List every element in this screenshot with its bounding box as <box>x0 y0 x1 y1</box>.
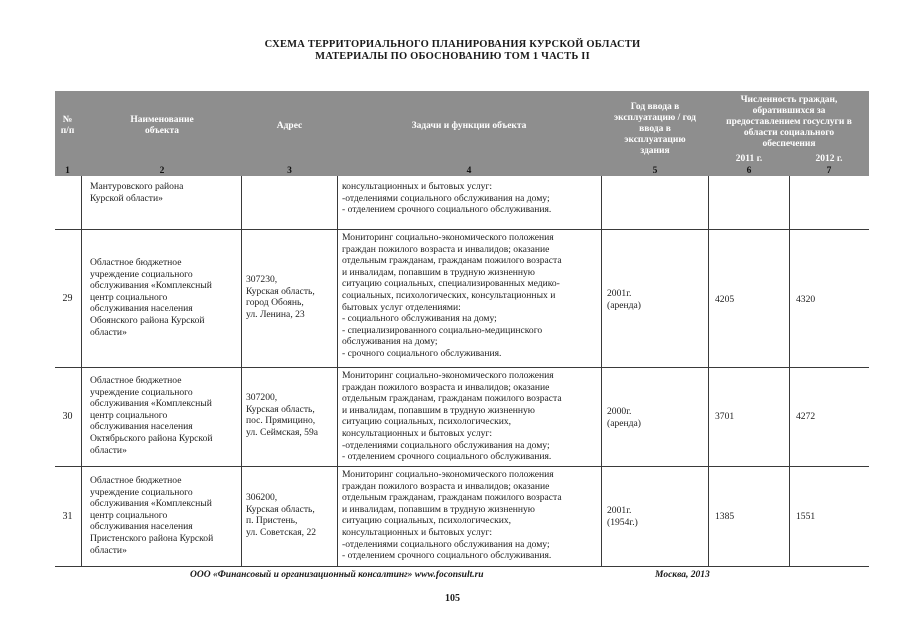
grid-line <box>55 229 869 230</box>
row-31-2012: 1551 <box>796 511 816 522</box>
grid-line <box>601 176 602 567</box>
row-30-tasks: Мониторинг социально-экономического положения граждан пожилого возраста и инвалидов; оказание отдельным гражданам, гражданам пожилого возраста и инвалидам, попавшим в трудную жизненную ситуацию социальных, психологических, консультационных и бытовых услуг: -отделениями социального обслуживания на дому; - отделением срочного социального обслуживания. <box>342 370 562 463</box>
header-2012: 2012 г. <box>815 153 843 164</box>
row-29-2011: 4205 <box>715 294 735 305</box>
header-num: № п/п <box>60 115 75 136</box>
row-31-num: 31 <box>62 511 73 522</box>
grid-line <box>708 176 709 567</box>
header-count: Численность граждан, обратившихся за предоставлением госуслуги в области социального обеспечения <box>726 94 852 149</box>
footer-company: ООО «Финансовый и организационный консалтинг» www.foconsult.ru <box>190 570 484 580</box>
col-number-3: 3 <box>287 166 292 176</box>
document-title <box>0 39 905 63</box>
row-continuation-name: Мантуровского района Курской области» <box>90 181 184 204</box>
col-number-7: 7 <box>826 166 832 176</box>
grid-line <box>241 176 242 567</box>
grid-line <box>789 176 790 567</box>
row-29-2012: 4320 <box>796 294 816 305</box>
row-29-num: 29 <box>62 293 73 304</box>
row-31-name: Областное бюджетное учреждение социального обслуживания «Комплексный центр социального обслуживания населения Пристенского района Курской области» <box>90 475 214 556</box>
header-tasks: Задачи и функции объекта <box>411 120 527 131</box>
col-number-5: 5 <box>652 166 658 176</box>
page-number: 105 <box>445 593 460 604</box>
grid-line <box>55 367 869 368</box>
row-30-num: 30 <box>62 411 73 422</box>
header-name: Наименование объекта <box>130 115 194 136</box>
header-year: Год ввода в эксплуатацию / год ввода в эксплуатацию здания <box>614 101 696 156</box>
row-31-year: 2001г. (1954г.) <box>607 505 638 528</box>
footer-city-year: Москва, 2013 <box>655 570 710 580</box>
col-number-1: 1 <box>65 166 70 176</box>
header-2011: 2011 г. <box>735 153 763 164</box>
document-title-line1: СХЕМА ТЕРРИТОРИАЛЬНОГО ПЛАНИРОВАНИЯ КУРСКОЙ ОБЛАСТИ <box>264 39 641 50</box>
row-30-2012: 4272 <box>796 411 816 422</box>
col-number-2: 2 <box>159 166 165 176</box>
document-title-line2: МАТЕРИАЛЫ ПО ОБОСНОВАНИЮ ТОМ 1 ЧАСТЬ II <box>315 51 590 62</box>
row-31-tasks: Мониторинг социально-экономического положения граждан пожилого возраста и инвалидов; оказание отдельным гражданам, гражданам пожилого возраста и инвалидам, попавшим в трудную жизненную ситуацию социальных, психологических, консультационных и бытовых услуг: -отделениями социального обслуживания на дому; - отделением срочного социального обслуживания. <box>342 469 562 562</box>
row-30-name: Областное бюджетное учреждение социального обслуживания «Комплексный центр социального обслуживания населения Октябрьского района Курской области» <box>90 375 213 456</box>
row-30-address: 307200, Курская область, пос. Прямицино, ул. Сеймская, 59а <box>246 392 319 438</box>
row-30-2011: 3701 <box>715 411 735 422</box>
grid-line <box>55 466 869 467</box>
row-30-year: 2000г. (аренда) <box>607 406 641 429</box>
col-number-6: 6 <box>746 166 752 176</box>
row-31-2011: 1385 <box>715 511 735 522</box>
row-29-address: 307230, Курская область, город Обоянь, ул. Ленина, 23 <box>246 274 315 320</box>
row-29-name: Областное бюджетное учреждение социального обслуживания «Комплексный центр социального обслуживания населения Обоянского района Курской области» <box>90 257 212 338</box>
header-address: Адрес <box>276 120 303 131</box>
row-continuation-tasks: консультационных и бытовых услуг: -отделениями социального обслуживания на дому; - отделением срочного социального обслуживания. <box>342 181 552 216</box>
row-29-tasks: Мониторинг социально-экономического положения граждан пожилого возраста и инвалидов; оказание отдельным гражданам, гражданам пожилого возраста и инвалидам, попавшим в трудную жизненную ситуацию социальных, специализированных медико- социальных, психологических, консультационных и бытовых услуг отделениями: - социального обслуживания на дому; - специализированного социально-медицинского обслуживания на дому; - срочного социального обслуживания. <box>342 232 562 359</box>
row-31-address: 306200, Курская область, п. Пристень, ул. Советская, 22 <box>246 492 317 538</box>
col-number-4: 4 <box>466 166 472 176</box>
row-29-year: 2001г. (аренда) <box>607 288 641 311</box>
grid-line <box>81 176 82 567</box>
grid-line <box>55 566 869 567</box>
